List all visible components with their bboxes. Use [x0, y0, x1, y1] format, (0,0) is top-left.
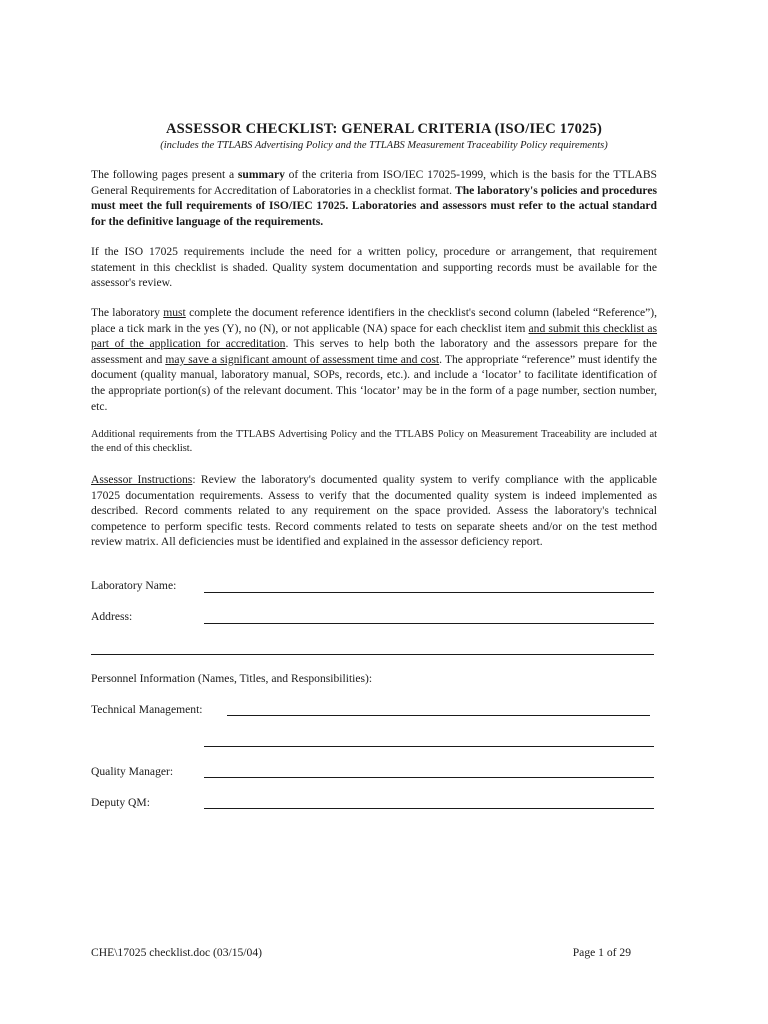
assessor-instructions-heading: Assessor Instructions — [91, 473, 193, 486]
reference-text-1: The laboratory — [91, 306, 164, 319]
footer-page-number: Page 1 of 29 — [572, 946, 631, 959]
lab-name-label: Laboratory Name: — [91, 579, 177, 592]
deputy-qm-line[interactable] — [204, 808, 654, 809]
address-line-1[interactable] — [204, 623, 654, 624]
footer-filename: CHE\17025 checklist.doc (03/15/04) — [91, 946, 262, 959]
intro-bold-requirement: The laboratory's policies and procedures must meet the full requirements of ISO/IEC 17025. Laboratories and assessors must refer to the actual standard for the definitive language of the requirements. — [91, 183, 657, 228]
reference-text-3: . This serves to help both the laboratory and the assessors prepare for the assessment and — [91, 337, 658, 366]
assessor-instructions-paragraph — [91, 472, 657, 550]
intro-text-2: of the criteria from ISO/IEC 17025-1999, which is the basis for the TTLABS General Requirements for Accreditation of Laboratories in a checklist format. — [91, 168, 657, 197]
lab-name-line[interactable] — [204, 592, 654, 593]
assessor-instructions-text: : Review the laboratory's documented quality system to verify compliance with the applicable 17025 documentation requirements. Assess to verify that the documented quality system is indeed implemented as described. Record comments related to any requirement on the space provided. Assess the laboratory's technical competence to perform specific tests. Record comments related to tests on separate sheets and/or on the test method review matrix. All deficiencies must be identified and explained in the assessor deficiency report. — [91, 473, 657, 549]
reference-paragraph — [91, 305, 657, 414]
quality-manager-label: Quality Manager: — [91, 765, 174, 778]
technical-management-line-1[interactable] — [227, 715, 650, 716]
personnel-label: Personnel Information (Names, Titles, and Responsibilities): — [91, 672, 373, 685]
quality-manager-line[interactable] — [204, 777, 654, 778]
address-line-2[interactable] — [91, 654, 654, 655]
shading-paragraph: If the ISO 17025 requirements include the need for a written policy, procedure or arrangement, that requirement statement in this checklist is shaded. Quality system documentation and supporting records must be available for the assessor's review. — [91, 245, 657, 290]
technical-management-label: Technical Management: — [91, 703, 203, 716]
reference-underline-submit: and submit this checklist as part of the application for accreditation — [91, 321, 658, 351]
additional-requirements-paragraph: Additional requirements from the TTLABS Advertising Policy and the TTLABS Policy on Measurement Traceability are included at the end of this checklist. — [91, 429, 657, 455]
reference-underline-save: may save a significant amount of assessment time and cost — [165, 352, 440, 366]
address-label: Address: — [91, 610, 133, 623]
intro-paragraph — [91, 167, 657, 229]
deputy-qm-label: Deputy QM: — [91, 796, 150, 809]
document-title: ASSESSOR CHECKLIST: GENERAL CRITERIA (ISO/IEC 17025) — [166, 121, 602, 137]
reference-underline-must: must — [163, 306, 186, 319]
document-subtitle: (includes the TTLABS Advertising Policy and the TTLABS Measurement Traceability Policy requirements) — [160, 140, 608, 151]
intro-bold-summary: summary — [237, 168, 285, 181]
intro-text-1: The following pages present a — [91, 168, 238, 181]
technical-management-line-2[interactable] — [204, 746, 654, 747]
reference-text-4: . The appropriate “reference” must identify the document (quality manual, laboratory manual, SOPs, records, etc.). and include a ‘locator’ to facilitate identification of the appropriate portion(s) of the relevant document. This ‘locator’ may be in the form of a page number, section number, etc. — [91, 352, 657, 413]
reference-text-2: complete the document reference identifiers in the checklist's second column (labeled “Reference”), place a tick mark in the yes (Y), no (N), or not applicable (NA) space for each checklist item — [91, 306, 657, 335]
